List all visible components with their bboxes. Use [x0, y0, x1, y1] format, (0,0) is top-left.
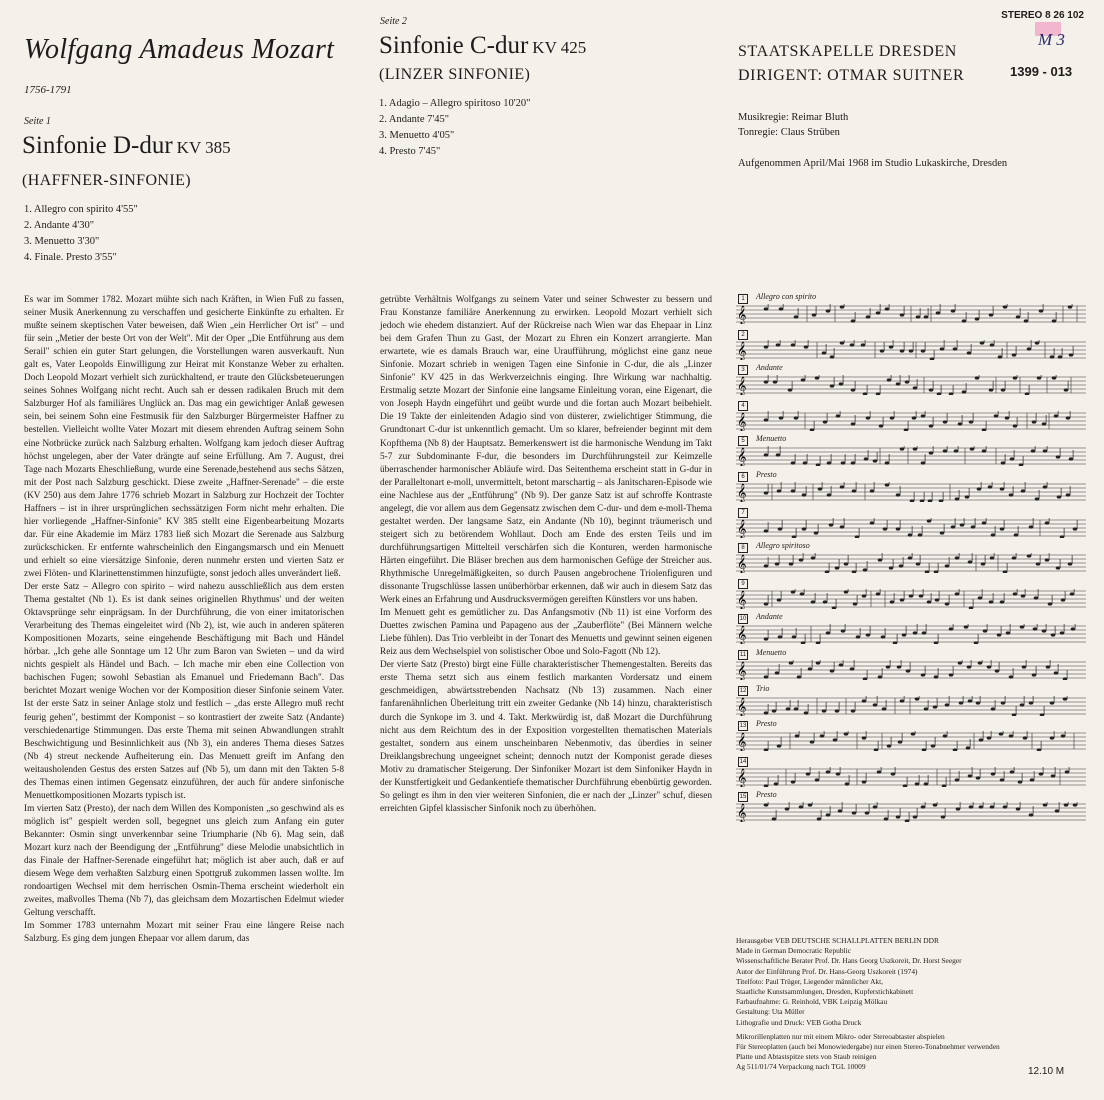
music-staff: [736, 518, 1086, 538]
essay-paragraph: getrübte Verhältnis Wolfgangs zu seinem Vater und seiner Schwester zu bessern und Frau Konstanze familiäre Anerkennung zu erwirken. Leopold Mozart verhielt sich jedoch wie ehedem distanziert. Auf der Rückreise nach Wien war das Ehepaar in Linz bei dem Grafen Thun zu Gast, der Mozart zu Ehren ein Konzert arrangierte. Man erwartete, wie es damals Brauch war, eine Uraufführung, möglichst eine ganz neue Sinfonie. Mozart schrieb in wenigen Tagen eine Sinfonie in C-dur, die als „Linzer Sinfonie" KV 425 in das Werkverzeichnis einging. Ihre Wirkung war nachhaltig. Erstmalig setzte Mozart der Sinfonie eine langsame Einleitung voran, eine Eigenart, die von Joseph Haydn eingeführt und geübt wurde und die fortan auch Mozart beibehielt. Die 19 Takte der einleitenden Adagio sind von düsterer, zwielichtiger Stimmung, die Grundtonart C-dur ist unkenntlich gemacht. Um so klarer, befreiender beginnt mit dem Kopfthema (Nb 8) der Hauptsatz. Bemerkenswert ist die harmonische Wendung im Takt 5-7 zur Subdominante F-dur, die besonders im Durchführungsteil zur Keimzelle überraschender harmonischer Abläufe wird. Das Seitenthema erscheint statt in G-dur in der Paralleltonart e-moll, unvermittelt, betont marschartig – als Janitscharen-Episode wie eine Nachlese aus der „Entführung" (Nb 9). Der ganze Satz ist auf schroffe Kontraste angelegt, die vor allem aus dem Gegensatz zwischen dem C-dur- und dem e-moll-Thema gestaltet werden. Der langsame Satz, ein Andante (Nb 10), beginnt träumerisch und steigert sich zu betörendem Wohllaut. Doch am Ende des ersten Teils und im durchführungsartigen Mittelteil verschärfen sich die Konturen, werden harmonische Härten eingeführt. Die Bläser brechen aus dem harmonischen Gefüge der Streicher aus. Rhythmische Unregelmäßigkeiten, so durch Pausen angebrochene Triolenfiguren und dissonante Trugschlüsse lassen unüberhörbar erkennen, daß wir auch in diesem Satz das Werk eines an Erfahrung und Ausdrucksvermögen gereiften Künstlers vor uns haben.: [380, 295, 712, 606]
music-example: [736, 434, 1086, 470]
imprint-line: Titelfoto: Paul Trüger, Liegender männlicher Akt,: [736, 976, 884, 986]
music-examples: [736, 292, 1086, 934]
imprint-line: Für Stereoplatten (auch bei Monowiedergabe) nur einen Stereo-Tonabnehmer verwenden: [736, 1042, 1000, 1052]
example-number: 8: [738, 543, 748, 553]
example-tempo: Allegro spiritoso: [756, 541, 810, 551]
side2-title-text: Sinfonie C-dur: [379, 32, 529, 59]
music-example: [736, 506, 1086, 542]
imprint-block: [736, 936, 1000, 1073]
treble-clef-icon: 𝄞: [737, 696, 747, 716]
stereo-label: STEREO 8 26 102: [1001, 10, 1084, 21]
movement-item: 3. Menuetto 4'05": [379, 130, 455, 141]
music-example: [736, 684, 1086, 720]
music-staff: [736, 446, 1086, 466]
example-tempo: Presto: [756, 790, 777, 800]
side1-subtitle: (HAFFNER-SINFONIE): [22, 172, 191, 189]
music-example: [736, 577, 1086, 613]
orchestra-name: STAATSKAPELLE DRESDEN: [738, 43, 957, 60]
movement-item: 3. Menuetto 3'30": [24, 236, 100, 247]
sound-engineer: Tonregie: Claus Strüben: [738, 127, 840, 138]
example-number: 7: [738, 508, 748, 518]
music-staff: [736, 731, 1086, 751]
treble-clef-icon: 𝄞: [737, 625, 747, 645]
example-number: 14: [739, 758, 747, 765]
music-staff: [736, 482, 1086, 502]
side2-subtitle: (LINZER SINFONIE): [379, 66, 531, 83]
movement-item: 2. Andante 7'45": [379, 114, 450, 125]
side1-label: Seite 1: [24, 116, 51, 127]
example-number: 13: [739, 723, 747, 730]
example-tempo: Allegro con spirito: [756, 292, 817, 301]
side1-kv: KV 385: [176, 138, 231, 157]
movement-item: 1. Allegro con spirito 4'55": [24, 204, 138, 215]
conductor-name: DIRIGENT: OTMAR SUITNER: [738, 67, 965, 84]
treble-clef-icon: 𝄞: [737, 411, 747, 431]
music-staff: [736, 340, 1086, 360]
side1-title: [22, 132, 231, 160]
treble-clef-icon: 𝄞: [737, 482, 747, 502]
imprint-line: Gestaltung: Uta Müller: [736, 1007, 805, 1017]
imprint-line: Herausgeber VEB DEUTSCHE SCHALLPLATTEN BERLIN DDR: [736, 936, 939, 945]
imprint-line: Mikrorillenplatten nur mit einem Mikro- oder Stereoabtaster abspielen: [736, 1031, 945, 1041]
movement-item: 4. Finale. Presto 3'55": [24, 252, 117, 263]
side2-label: Seite 2: [380, 16, 407, 27]
music-example: [736, 719, 1086, 755]
music-example: [736, 363, 1086, 399]
movement-item: 2. Andante 4'30": [24, 220, 95, 231]
imprint-line: Lithografie und Druck: VEB Gotha Druck: [736, 1017, 862, 1027]
example-tempo: Menuetto: [756, 434, 787, 444]
example-number: 9: [738, 579, 748, 589]
treble-clef-icon: 𝄞: [737, 518, 747, 538]
essay-paragraph: Im Sommer 1783 unternahm Mozart mit seiner Frau eine längere Reise nach Salzburg. Es ging dem jungen Ehepaar vor allem darum, das: [24, 921, 344, 945]
side2-kv: KV 425: [532, 38, 587, 57]
music-staff: [736, 660, 1086, 680]
catalog-number: 1399 - 013: [1010, 64, 1073, 79]
essay-paragraph: Im vierten Satz (Presto), der nach dem Willen des Komponisten „so geschwind als es möglich ist" gespielt werden soll, begegnet uns gleich zum Anfang ein guter Bekannter: Osmin singt unverkennbar seine Triumpharie (Nb 6). Mag sein, daß Mozart kurz nach der Beendigung der „Entführung" diese Melodie unabsichtlich in das Finale der Haffner-Serenade eingeführt hat; möglich ist aber auch, daß er auf diesem Wege dem verhaßten Salzburg einen Spottgruß zukommen lassen wollte. Im rondoartigen Wechsel mit dem herrischen Osmin-Thema erscheint wiederholt ein zweites, maßvolles Thema (Nb 7), das gleichsam dem Mozartischen Edelmut wieder Geltung verschafft.: [24, 803, 344, 919]
example-number: 12: [739, 687, 747, 694]
example-tempo: Presto: [756, 719, 777, 729]
imprint-line: Platte und Abtastspitze stets von Staub reinigen: [736, 1052, 877, 1062]
music-director: Musikregie: Reimar Bluth: [738, 112, 849, 123]
essay-column-2: [380, 294, 712, 816]
treble-clef-icon: 𝄞: [737, 589, 747, 609]
treble-clef-icon: 𝄞: [737, 660, 747, 680]
imprint-line: Farbaufnahme: G. Reinhold, VBK Leipzig Mölkau: [736, 997, 888, 1007]
handwritten-note: M 3: [1038, 30, 1065, 49]
essay-paragraph: Im Menuett geht es gemütlicher zu. Das Anfangsmotiv (Nb 11) ist eine Vorform des Duettes zwischen Pamina und Papageno aus der „Zauberflöte" (Bei Männern welche Liebe fühlen). Das Trio verbleibt in der Tonart des Menuetts und gewinnt seinen eigenen Reiz aus dem Wechselspiel von solistischer Oboe und Solo-Fagott (Nb 12).: [380, 608, 712, 658]
price-label: 12.10 M: [1028, 1066, 1065, 1077]
example-tempo: Presto: [756, 469, 777, 479]
imprint-line: Ag 511/01/74 Verpackung nach TGL 10009: [736, 1062, 866, 1072]
music-example: [736, 399, 1086, 435]
music-staff: [736, 553, 1086, 573]
example-number: 11: [739, 651, 747, 658]
side1-movement-list: [24, 202, 138, 266]
side2-movement-list: [379, 96, 530, 160]
music-example: [736, 328, 1086, 364]
music-example: [736, 755, 1086, 791]
side1-title-text: Sinfonie D-dur: [22, 132, 173, 159]
music-staff: [736, 802, 1086, 822]
imprint-line: Autor der Einführung Prof. Dr. Hans-Georg Uszkoreit (1974): [736, 966, 918, 976]
treble-clef-icon: 𝄞: [737, 376, 747, 396]
music-example: [736, 292, 1086, 328]
example-number: 3: [738, 365, 748, 375]
treble-clef-icon: 𝄞: [737, 554, 747, 574]
essay-paragraph: Es war im Sommer 1782. Mozart mühte sich nach Kräften, in Wien Fuß zu fassen, seiner Musik Anerkennung zu verschaffen und gesicherte Einkünfte zu erhalten. Er mußte seinem skeptischen Vater beweisen, daß Wien „ein Herrlicher Ort ist" – und für sein „Metier der beste Ort von der Welt". Mit der Oper „Die Entführung aus dem Serail" schien ein guter Start gelungen, die Vorstellungen waren ausverkauft. Nun galt es, Vater Leopolds Einwilligung zur Heirat mit Konstanze Weber zu erhalten. Doch Leopold Mozart verhielt sich zurückhaltend, er traute den Glücksbeteuerungen seines Sohnes Wolfgang nicht recht. Auch sah er dessen radikalen Bruch mit dem Salzburger Hof als familiäres Unglück an. Das mag ein gewichtiger Anlaß gewesen sein, bei seinem Sohn eine Festmusik für den Salzburger Bürgermeister Haffner zu bestellen. Vielleicht wollte Vater Mozart mit diesem ehrenden Auftrag seinem Sohn eine Notbrücke zurück nach Salzburg erhalten. Wolfgang kam jedoch dieser Auftrag höchst ungelegen, aber der Vater drängte auf seine Erfüllung. Am 7. August, drei Tage nach Mozarts Eheschließung, wurde eine Serenade,bestehend aus sechs Sätzen, mit der Post nach Salzburg geschickt. Diese zweite „Haffner-Serenade" – die erste (KV 250) aus dem Jahre 1776 schrieb Mozart in Salzburg zur Hochzeit der Tochter Haffners – ist in ihrer ursprünglichen sechssätzigen Form nicht mehr erhalten. Die hier vorliegende „Haffner-Sinfonie" KV 385 stellt eine Eigenbearbeitung Mozarts dar. Für eine Akademie im März 1783 ließ sich Mozart die Serenade aus Salzburg zurückschicken. Er entfernte wahrscheinlich den Eingangsmarsch und ein Menuett und erhielt so eine viersätzige Sinfonie, deren nunmehr ersten und vierten Satz er zwei Flöten- und Klarinettenstimmen hinzufügte, sonst jedoch alles unverändert ließ.: [24, 295, 344, 579]
essay-paragraph: Der erste Satz – Allegro con spirito – wird nahezu ausschließlich aus dem ersten Thema gestaltet (Nb 1). Es ist dank seines originellen Rhythmus' und der weiten Oktavsprünge sehr einprägsam. In der Durchführung, die von einer imitatorischen Verarbeitung des Themas eingeleitet wird (Nb 2), ist, wie auch in anderen späteren Kompositionen Mozarts, seine eingehende Beschäftigung mit Bach und Händel hörbar. „Ich gehe alle Sonntage um 12 Uhr zum Baron van Swieten – und da wird nichts gespielt als Händel und Bach. – Ich mache mir eben eine Collection von bachischen Fugen; sowohl Sebastian als Emanuel und Friedemann Bach". Das berichtet Mozart wenige Wochen vor der Komposition dieser Sinfonie seinem Vater. Ist der erste Satz in seiner Anlage stolz und festlich – „das erste Allegro muß recht feurig gehen", bestimmt der Komponist – so kontrastiert der zweite Satz (Andante) verschiedenartige Stimmungen. Das erste Thema mit seinen Abwandlungen strahlt Beschwichtigung und Besinnlichkeit aus (Nb 3), ein anderes Thema dieses Satzes (Nb 4) streut neckende Aufheiterung ein. Das Menuett greift im Anfang den weitausholenden Gestus des ersten Satzes auf (Nb 5), um dann mit den Takten 5-8 des Themas einen intimen Gegensatz einzuführen, der auch für andere sinfonische Menuettkompositionen Mozarts typisch ist.: [24, 582, 344, 801]
treble-clef-icon: 𝄞: [737, 767, 747, 787]
example-number: 2: [738, 330, 748, 340]
composer-years: 1756-1791: [24, 84, 72, 96]
treble-clef-icon: 𝄞: [737, 803, 747, 823]
composer-name: Wolfgang Amadeus Mozart: [24, 34, 335, 65]
treble-clef-icon: 𝄞: [737, 447, 747, 467]
essay-column-1: [24, 294, 344, 946]
example-tempo: Andante: [756, 363, 783, 373]
imprint-line: Made in German Democratic Republic: [736, 946, 851, 956]
music-staff: [736, 411, 1086, 431]
treble-clef-icon: 𝄞: [737, 305, 747, 324]
recording-info: Aufgenommen April/Mai 1968 im Studio Lukaskirche, Dresden: [738, 158, 1008, 169]
example-number: 15: [739, 794, 747, 801]
example-tempo: Menuetto: [756, 647, 787, 657]
example-number: 1: [738, 294, 748, 304]
example-number: 10: [739, 616, 747, 623]
music-staff: [736, 624, 1086, 644]
ensemble-block: [738, 40, 964, 88]
example-tempo: Trio: [756, 683, 770, 693]
music-example: [736, 541, 1086, 577]
music-staff: [736, 696, 1086, 716]
side2-title: [379, 32, 586, 60]
treble-clef-icon: 𝄞: [737, 732, 747, 752]
music-example: [736, 612, 1086, 648]
example-number: 5: [738, 436, 748, 446]
music-example: [736, 790, 1086, 826]
movement-item: 1. Adagio – Allegro spiritoso 10'20": [379, 98, 531, 109]
music-staff: [736, 767, 1086, 787]
credits-block: [738, 110, 848, 140]
music-staff: [736, 375, 1086, 395]
imprint-line: Wissenschaftliche Berater Prof. Dr. Hans Georg Uszkoreit, Dr. Horst Seeger: [736, 956, 962, 966]
treble-clef-icon: 𝄞: [737, 340, 747, 360]
music-example: [736, 648, 1086, 684]
movement-item: 4. Presto 7'45": [379, 146, 441, 157]
music-staff: [736, 304, 1086, 324]
music-staff: [736, 589, 1086, 609]
example-tempo: Andante: [756, 612, 783, 622]
example-number: 6: [738, 472, 748, 482]
music-example: [736, 470, 1086, 506]
essay-paragraph: Der vierte Satz (Presto) birgt eine Fülle charakteristischer Themengestalten. Bereits das erste Thema setzt sich aus einem festlich markanten Vordersatz und einem geschmeidigen, abwärtsstrebenden Nachsatz (Nb 13) zusammen. Nach einer fanfarenähnlichen Überleitung tritt ein zweiter Gedanke (Nb 14) hinzu, charakteristisch durch die Synkope im 3. und 4. Takt. Merkwürdig ist, daß Mozart die Durchführung nicht aus dem Reichtum des in der Exposition vorgestellten thematischen Materials gestaltet, sondern aus einem unscheinbaren Nebenmotiv, das überdies in seiner Dreiklangsbrechung ungeeignet scheint; dennoch nutzt der Komponist gerade dieses Motiv zu dramatischer Steigerung. Der Sinfoniker Mozart ist dem Sinfoniker Haydn in der Kunstfertigkeit und Gedankentiefe thematischer Durchführung ebenbürtig geworden. So gelingt es ihm in den vier weiteren Sinfonien, die er nach der „Linzer" schuf, diesen erreichten Gipfel klassischer Sinfonik noch zu überhöhen.: [380, 660, 712, 814]
imprint-line: Staatliche Kunstsammlungen, Dresden, Kupferstichkabinett: [736, 987, 914, 997]
example-number: 4: [738, 401, 748, 411]
